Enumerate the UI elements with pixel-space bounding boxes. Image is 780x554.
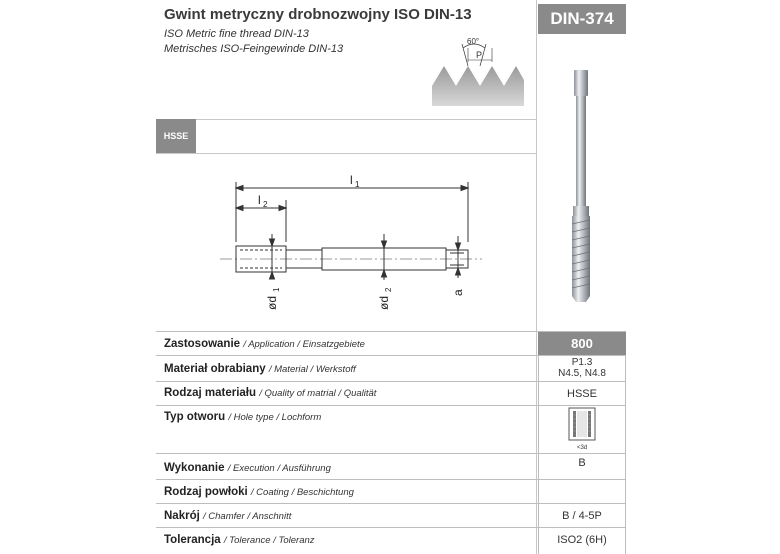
row-label-translation: / Chamfer / Anschnitt <box>203 511 292 522</box>
tolerance-value: ISO2 (6H) <box>557 534 607 546</box>
row-label: Zastosowanie <box>164 338 241 350</box>
row-label: Rodzaj materiału <box>164 387 257 399</box>
material-value-line1: P1.3 <box>571 357 593 368</box>
row-label-translation: / Material / Werkstoff <box>268 364 356 375</box>
material-badge: HSSE <box>156 119 196 153</box>
page-title: Gwint metryczny drobnozwojny ISO DIN-13 <box>164 6 472 23</box>
hole-depth-label: <3d <box>577 445 588 451</box>
subtitle-de: Metrisches ISO-Feingewinde DIN-13 <box>164 43 344 55</box>
thread-profile-icon <box>432 36 524 106</box>
chamfer-value: B / 4-5P <box>562 510 602 522</box>
row-label: Wykonanie <box>164 462 225 474</box>
subtitle-en: ISO Metric fine thread DIN-13 <box>164 28 309 40</box>
standard-badge: DIN-374 <box>538 4 626 34</box>
row-label: Typ otworu <box>164 411 226 423</box>
tap-dimension-drawing <box>210 170 490 310</box>
row-label-translation: / Quality of matrial / Qualität <box>259 388 377 399</box>
row-label-translation: / Application / Einsatzgebiete <box>243 339 365 350</box>
dim-l1-sub: 1 <box>355 180 360 189</box>
row-label: Materiał obrabiany <box>164 363 266 375</box>
row-label: Nakrój <box>164 510 200 522</box>
table-row-quality <box>156 381 626 405</box>
dim-d2-label: ød <box>377 295 391 310</box>
table-row-tolerance <box>156 527 626 554</box>
row-label: Tolerancja <box>164 534 221 546</box>
table-row-material <box>156 355 626 381</box>
row-label-translation: / Tolerance / Toleranz <box>223 535 315 546</box>
quality-value: HSSE <box>567 388 597 400</box>
table-row-hole-type <box>156 405 626 453</box>
table-row-coating <box>156 479 626 503</box>
dim-l2-sub: 2 <box>263 200 268 209</box>
dim-d2-sub: 2 <box>384 287 393 292</box>
material-value-line2: N4.5, N4.8 <box>558 368 606 379</box>
divider-mid <box>156 153 536 154</box>
dim-a-label: a <box>451 289 465 296</box>
tap-tool-image <box>564 70 598 302</box>
row-label: Rodzaj powłoki <box>164 486 248 498</box>
row-label-translation: / Execution / Ausführung <box>227 463 331 474</box>
execution-value: B <box>578 457 586 469</box>
row-label-translation: / Hole type / Lochform <box>228 412 322 423</box>
table-row-chamfer <box>156 503 626 527</box>
dim-l2-label: l <box>258 193 261 207</box>
pitch-label: P <box>476 50 483 60</box>
table-row-execution <box>156 453 626 479</box>
dim-d1-sub: 1 <box>272 287 281 292</box>
table-row-application <box>156 331 626 355</box>
row-label-translation: / Coating / Beschichtung <box>250 487 354 498</box>
through-hole-icon <box>568 407 596 451</box>
dim-d1-label: ød <box>265 295 279 310</box>
application-value: 800 <box>538 331 626 355</box>
divider-top <box>156 119 536 120</box>
dim-l1-label: l <box>350 173 353 187</box>
angle-label: 60° <box>467 37 480 46</box>
